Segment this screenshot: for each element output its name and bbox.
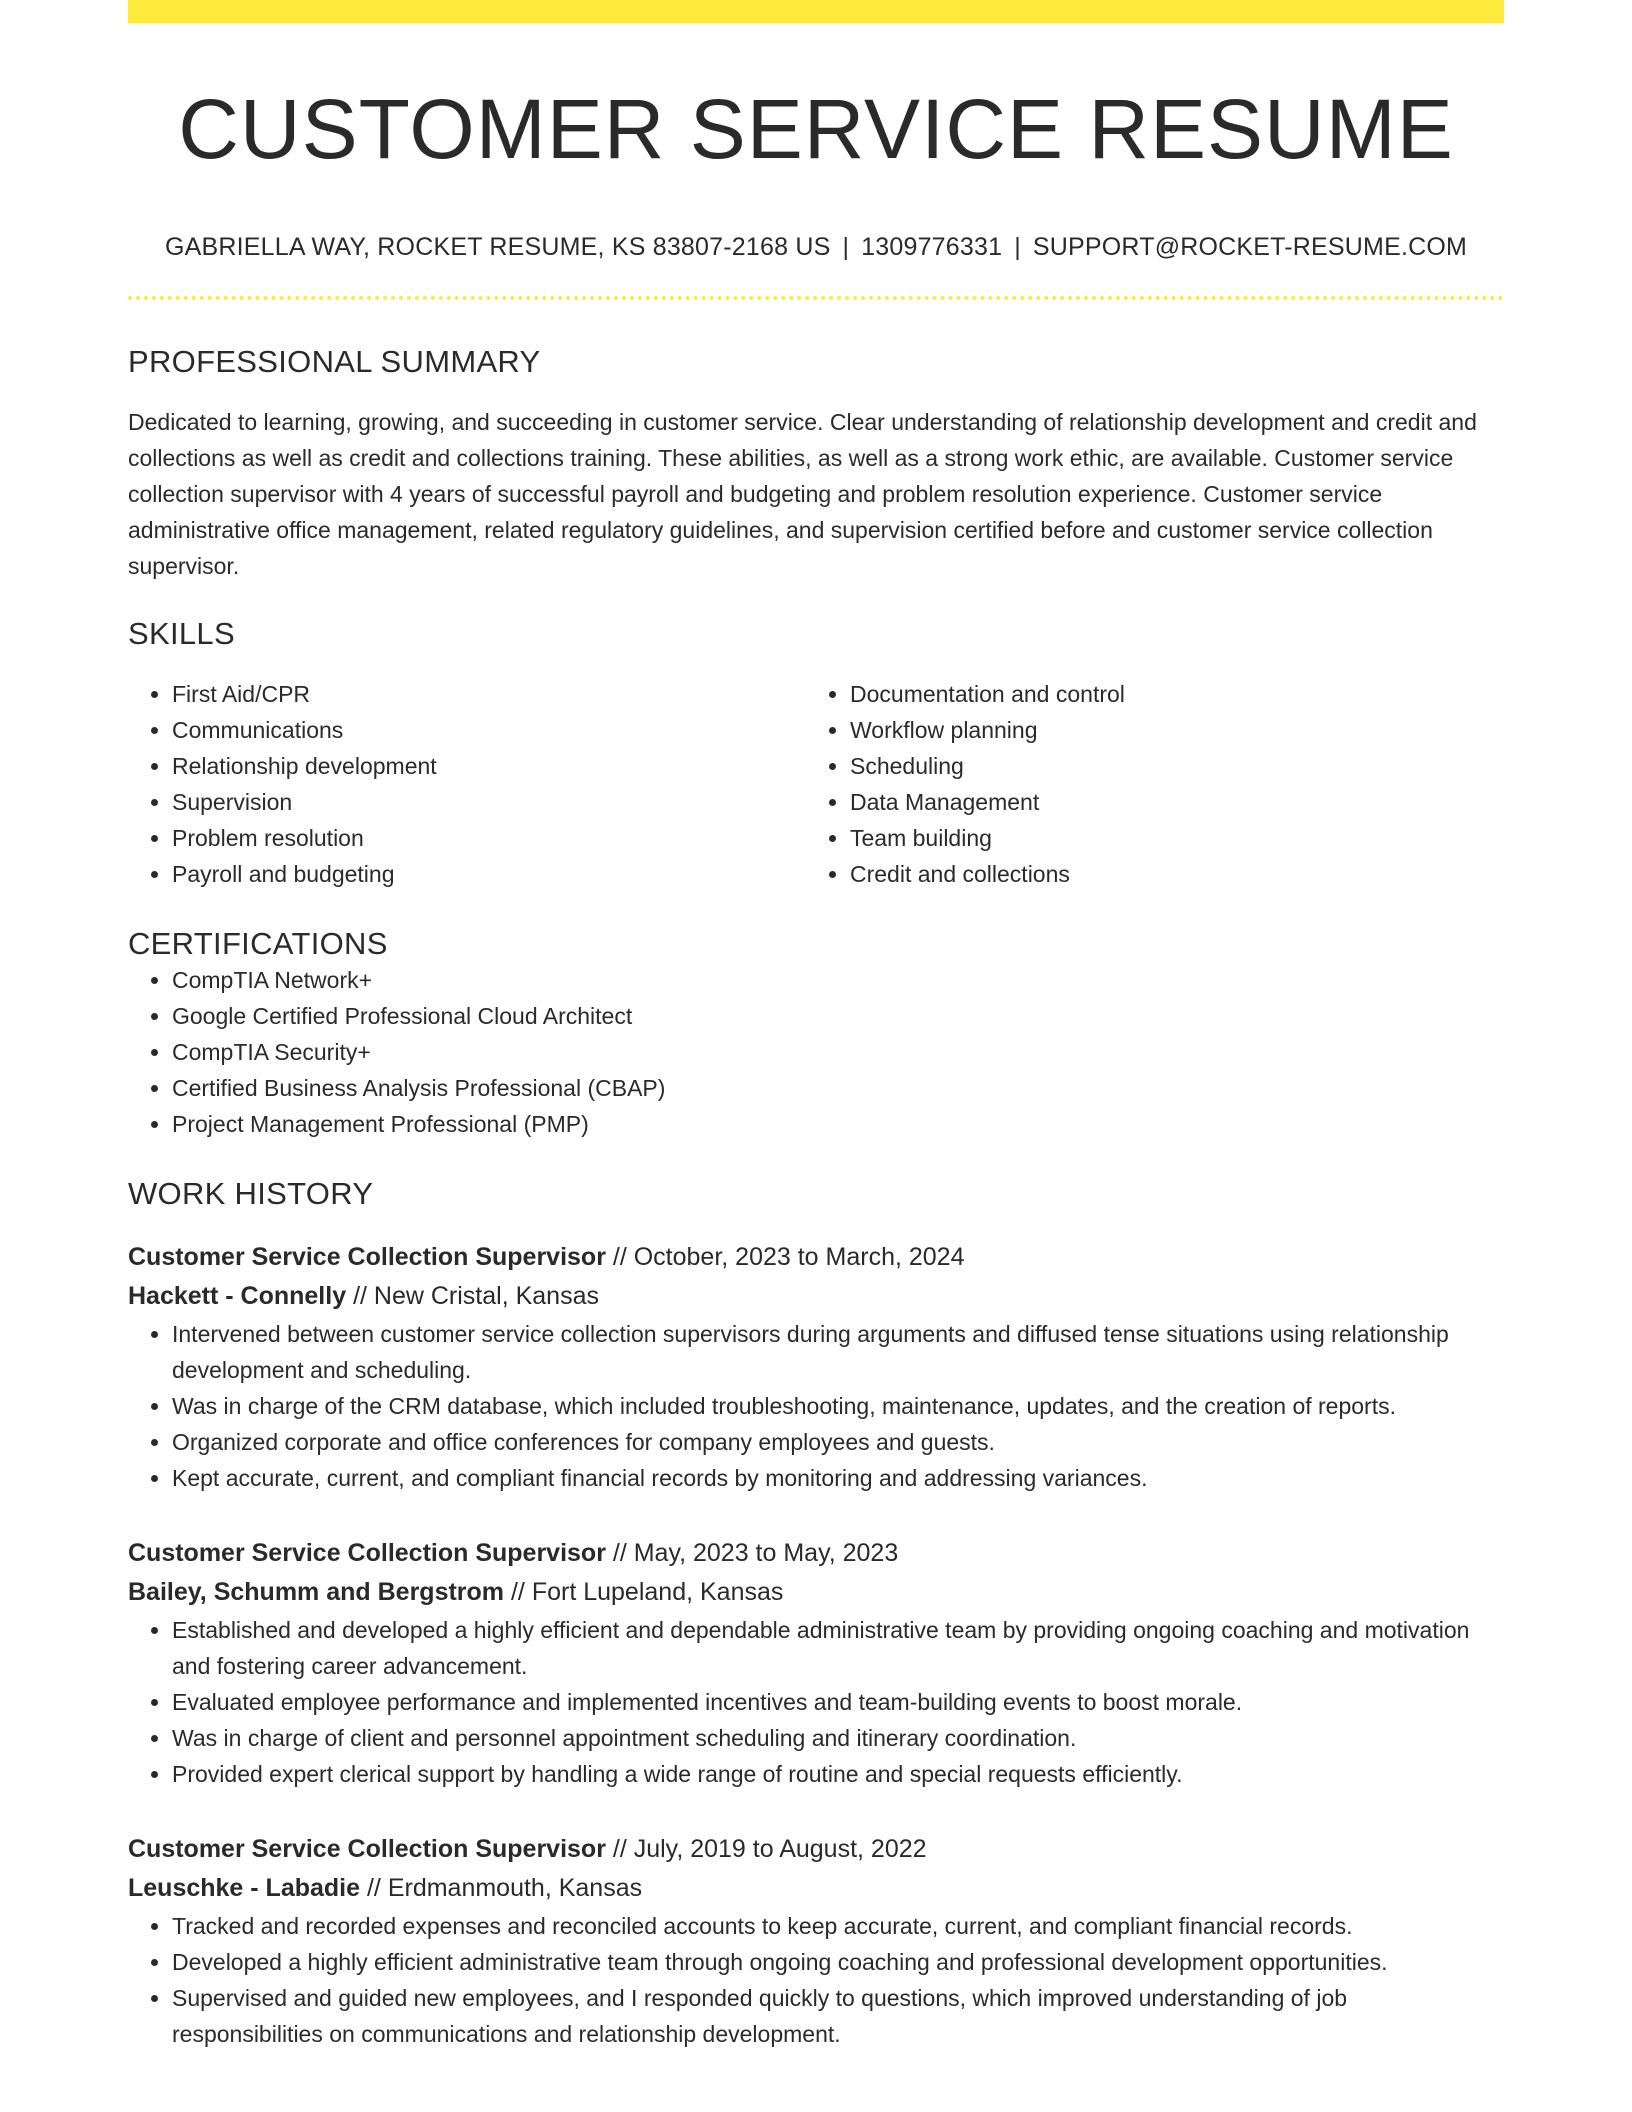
job-company-line xyxy=(128,1277,1504,1316)
skills-list-right xyxy=(806,676,1484,892)
job-bullet: • Evaluated employee performance and implemented incentives and team-building events to boost morale. xyxy=(172,1684,1504,1720)
contact-separator: | xyxy=(842,233,850,262)
job-company-line xyxy=(128,1869,1504,1908)
skills-column-right xyxy=(806,676,1484,892)
certifications-section xyxy=(128,926,1504,1142)
certification-item: • Project Management Professional (PMP) xyxy=(172,1106,1504,1142)
certifications-heading: CERTIFICATIONS xyxy=(128,926,388,962)
job-company: Leuschke - Labadie xyxy=(128,1874,361,1903)
skill-item: • Data Management xyxy=(850,784,1484,820)
skill-item: • Supervision xyxy=(172,784,806,820)
skills-list-left xyxy=(128,676,806,892)
skill-item: • Problem resolution xyxy=(172,820,806,856)
job-bullets xyxy=(128,1908,1504,2052)
contact-phone: 1309776331 xyxy=(861,233,1003,262)
skill-item: • Relationship development xyxy=(172,748,806,784)
job-bullets xyxy=(128,1316,1504,1496)
summary-section xyxy=(128,344,1504,584)
job-bullet: • Kept accurate, current, and compliant financial records by monitoring and addressing variances. xyxy=(172,1460,1504,1496)
skill-item: • Team building xyxy=(850,820,1484,856)
job-dates: // May, 2023 to May, 2023 xyxy=(612,1539,899,1568)
job-location: // New Cristal, Kansas xyxy=(353,1282,599,1311)
header-divider xyxy=(128,296,1504,300)
resume-title: CUSTOMER SERVICE RESUME xyxy=(178,82,1454,176)
summary-heading: PROFESSIONAL SUMMARY xyxy=(128,344,541,380)
certification-item: • Google Certified Professional Cloud Architect xyxy=(172,998,1504,1034)
top-accent-bar xyxy=(128,0,1504,23)
job-bullet: • Organized corporate and office conferences for company employees and guests. xyxy=(172,1424,1504,1460)
job-title-line xyxy=(128,1238,1504,1277)
job-title-line xyxy=(128,1534,1504,1573)
skill-item: • Communications xyxy=(172,712,806,748)
skills-column-left xyxy=(128,676,806,892)
job-title: Customer Service Collection Supervisor xyxy=(128,1243,606,1272)
job-bullet: • Established and developed a highly efficient and dependable administrative team by providing ongoing coaching and motivation and fostering career advancement. xyxy=(172,1612,1504,1684)
certification-item: • Certified Business Analysis Professional (CBAP) xyxy=(172,1070,1504,1106)
job-entry xyxy=(128,1830,1504,2052)
contact-email: SUPPORT@ROCKET-RESUME.COM xyxy=(1032,233,1468,262)
summary-text: Dedicated to learning, growing, and succeeding in customer service. Clear understanding of relationship development and credit and collections as well as credit and collections training. These abilities, as well as a strong work ethic, are available. Customer service collection supervisor with 4 years of successful payroll and budgeting and problem resolution experience. Customer service administrative office management, related regulatory guidelines, and supervision certified before and customer service collection supervisor. xyxy=(128,409,1477,580)
job-bullet: • Was in charge of client and personnel appointment scheduling and itinerary coordination. xyxy=(172,1720,1504,1756)
job-entry xyxy=(128,1534,1504,1792)
certification-item: • CompTIA Network+ xyxy=(172,962,1504,998)
contact-separator: | xyxy=(1014,233,1021,262)
job-bullet: • Was in charge of the CRM database, which included troubleshooting, maintenance, updates, and the creation of reports. xyxy=(172,1388,1504,1424)
skills-section xyxy=(128,616,1504,892)
skill-item: • Scheduling xyxy=(850,748,1484,784)
job-title: Customer Service Collection Supervisor xyxy=(128,1835,606,1864)
job-bullet: • Intervened between customer service collection supervisors during arguments and diffused tense situations using relationship development and scheduling. xyxy=(172,1316,1504,1388)
skill-item: • Payroll and budgeting xyxy=(172,856,806,892)
job-company-line xyxy=(128,1573,1504,1612)
certification-item: • CompTIA Security+ xyxy=(172,1034,1504,1070)
resume-page xyxy=(128,0,1504,2052)
work-history-section xyxy=(128,1176,1504,2052)
job-dates: // July, 2019 to August, 2022 xyxy=(612,1835,927,1864)
job-bullet: • Tracked and recorded expenses and reconciled accounts to keep accurate, current, and compliant financial records. xyxy=(172,1908,1504,1944)
contact-line xyxy=(128,233,1504,262)
job-location: // Fort Lupeland, Kansas xyxy=(510,1578,784,1607)
jobs-container xyxy=(128,1238,1504,2052)
skill-item: • Documentation and control xyxy=(850,676,1484,712)
job-entry xyxy=(128,1238,1504,1496)
contact-address: GABRIELLA WAY, ROCKET RESUME, KS 83807-2168 US xyxy=(164,233,831,262)
skill-item: • First Aid/CPR xyxy=(172,676,806,712)
job-bullet: • Supervised and guided new employees, and I responded quickly to questions, which improved understanding of job responsibilities on communications and relationship development. xyxy=(172,1980,1504,2052)
skill-item: • Credit and collections xyxy=(850,856,1484,892)
skills-grid xyxy=(128,676,1504,892)
job-location: // Erdmanmouth, Kansas xyxy=(366,1874,643,1903)
skill-item: • Workflow planning xyxy=(850,712,1484,748)
job-title-line xyxy=(128,1830,1504,1869)
job-title: Customer Service Collection Supervisor xyxy=(128,1539,606,1568)
certifications-list xyxy=(128,962,1504,1142)
skills-heading: SKILLS xyxy=(128,616,235,652)
job-bullets xyxy=(128,1612,1504,1792)
job-company: Bailey, Schumm and Bergstrom xyxy=(128,1578,505,1607)
job-dates: // October, 2023 to March, 2024 xyxy=(612,1243,965,1272)
work-history-heading: WORK HISTORY xyxy=(128,1176,374,1212)
job-bullet: • Developed a highly efficient administrative team through ongoing coaching and professional development opportunities. xyxy=(172,1944,1504,1980)
job-company: Hackett - Connelly xyxy=(128,1282,347,1311)
job-bullet: • Provided expert clerical support by handling a wide range of routine and special requests efficiently. xyxy=(172,1756,1504,1792)
